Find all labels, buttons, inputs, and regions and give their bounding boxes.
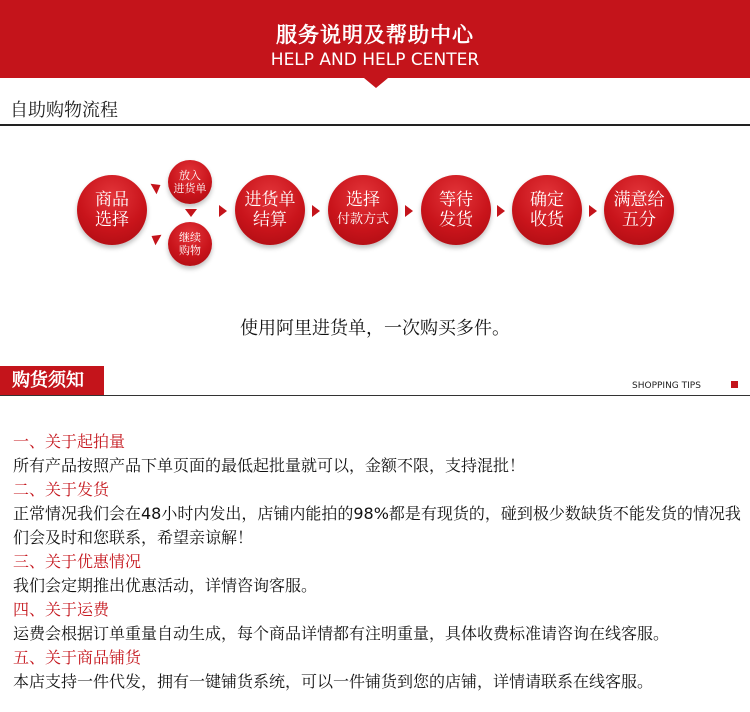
tip-heading: 五、关于商品铺货 bbox=[13, 648, 142, 667]
step-line2: 选择 bbox=[95, 210, 129, 230]
step-confirm-receipt bbox=[512, 175, 582, 245]
page-title: 服务说明及帮助中心 bbox=[276, 23, 474, 47]
banner-notch bbox=[364, 78, 388, 88]
tip-body: 所有产品按照产品下单页面的最低起批量就可以，金额不限，支持混批！ bbox=[13, 456, 526, 475]
tip-item bbox=[13, 430, 743, 478]
process-section-title: 自助购物流程 bbox=[10, 100, 118, 121]
step-line2: 收货 bbox=[530, 210, 564, 230]
tip-body: 正常情况我们会在48小时内发出，店铺内能拍的98%都是有现货的，碰到极少数缺货不能发货的情况我们会及时和您联系，希望亲谅解！ bbox=[13, 504, 741, 547]
arrow-left-icon bbox=[149, 231, 162, 245]
step-line1: 选择 bbox=[346, 190, 380, 210]
step-line1: 等待 bbox=[439, 190, 473, 210]
arrow-right-icon bbox=[497, 205, 505, 217]
tip-heading: 二、关于发货 bbox=[13, 480, 110, 499]
tip-item bbox=[13, 550, 743, 598]
step-add-to-cart bbox=[168, 160, 212, 204]
step-continue-shopping bbox=[168, 222, 212, 266]
step-select-product bbox=[77, 175, 147, 245]
step-line1: 进货单 bbox=[244, 190, 296, 210]
step-line2: 付款方式 bbox=[336, 212, 389, 227]
tip-body: 运费会根据订单重量自动生成，每个商品详情都有注明重量，具体收费标准请咨询在线客服。 bbox=[13, 624, 670, 643]
step-line1: 商品 bbox=[95, 190, 129, 210]
step-cart-checkout bbox=[235, 175, 305, 245]
step-line2: 结算 bbox=[253, 210, 287, 230]
tip-item bbox=[13, 598, 743, 646]
step-line1: 满意给 bbox=[613, 190, 665, 210]
tip-item bbox=[13, 478, 743, 550]
step-five-star-rating bbox=[604, 175, 674, 245]
step-line1: 放入 bbox=[179, 169, 201, 182]
step-line1: 确定 bbox=[530, 190, 564, 210]
step-choose-payment bbox=[328, 175, 398, 245]
arrow-up-right-icon bbox=[151, 180, 164, 194]
step-line2: 进货单 bbox=[173, 182, 207, 195]
step-line2: 发货 bbox=[439, 210, 473, 230]
tip-heading: 一、关于起拍量 bbox=[13, 432, 126, 451]
arrow-right-icon bbox=[219, 205, 227, 217]
shopping-tips-english-label: SHOPPING TIPS bbox=[632, 381, 701, 391]
tip-body: 我们会定期推出优惠活动，详情咨询客服。 bbox=[13, 576, 318, 595]
step-line1: 继续 bbox=[179, 231, 201, 244]
shopping-tips-tab: 购货须知 bbox=[0, 366, 104, 396]
section-divider bbox=[0, 395, 750, 396]
tips-list bbox=[13, 430, 743, 694]
step-wait-shipping bbox=[421, 175, 491, 245]
tip-heading: 四、关于运费 bbox=[13, 600, 110, 619]
tip-body: 本店支持一件代发，拥有一键铺货系统，可以一件铺货到您的店铺，详情请联系在线客服。 bbox=[13, 672, 654, 691]
tip-item bbox=[13, 646, 743, 694]
step-line2: 购物 bbox=[179, 244, 201, 257]
arrow-right-icon bbox=[589, 205, 597, 217]
arrow-right-icon bbox=[312, 205, 320, 217]
section-divider bbox=[0, 124, 750, 126]
step-line2: 五分 bbox=[622, 210, 656, 230]
page-subtitle: HELP AND HELP CENTER bbox=[270, 50, 480, 70]
arrow-right-icon bbox=[405, 205, 413, 217]
square-marker-icon bbox=[731, 381, 738, 388]
process-caption: 使用阿里进货单，一次购买多件。 bbox=[240, 318, 510, 339]
tip-heading: 三、关于优惠情况 bbox=[13, 552, 142, 571]
arrow-down-icon bbox=[185, 209, 197, 217]
